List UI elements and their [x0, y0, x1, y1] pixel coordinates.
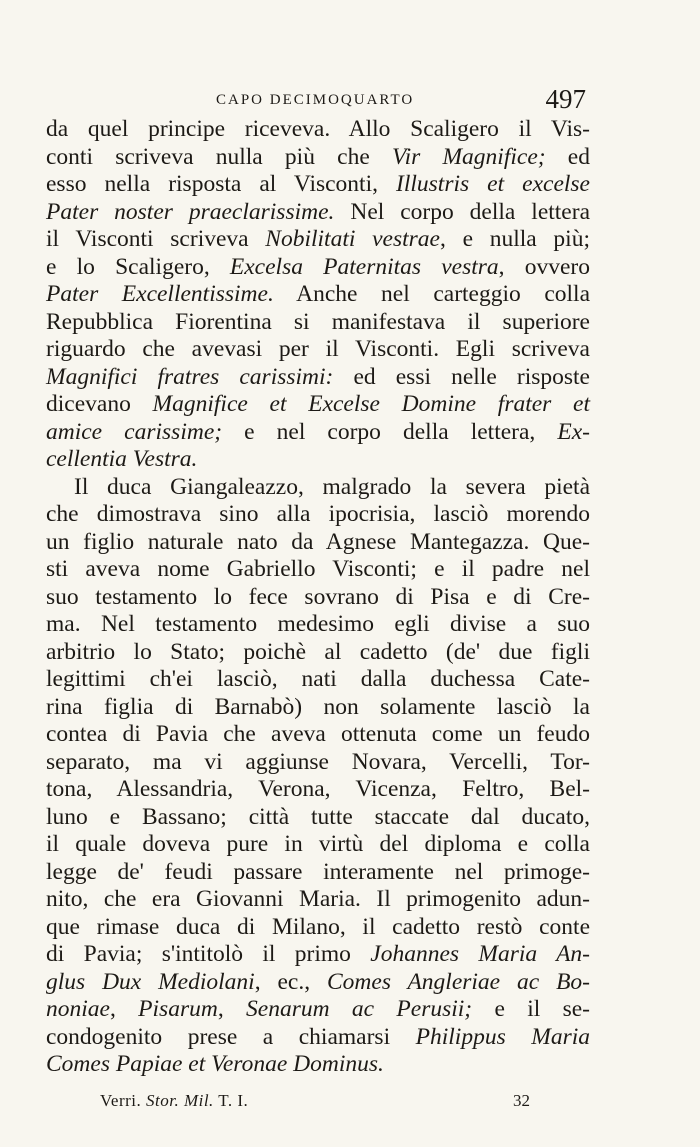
- text-line: [46, 914, 590, 942]
- text-line: [46, 199, 590, 227]
- text-line: [46, 391, 590, 419]
- text-segment: suo testamento lo fece sovrano di Pisa e di Cre-: [46, 583, 590, 610]
- text-segment: riguardo che avevasi per il Visconti. Egli scriveva: [46, 336, 590, 362]
- sheet-number: 32: [513, 1091, 530, 1110]
- text-line: [46, 804, 590, 832]
- text-line: [46, 171, 590, 199]
- text-line: [46, 694, 590, 722]
- page-header: [46, 84, 594, 118]
- text-line: [46, 226, 590, 254]
- text-segment: il Visconti scriveva: [46, 226, 266, 252]
- text-segment: rina figlia di Barnabò) non solamente lasciò la: [46, 693, 590, 720]
- text-segment: da quel principe riceveva. Allo Scaligero il Vis-: [46, 116, 590, 142]
- text-line: [46, 364, 590, 392]
- text-segment: , e nulla più;: [439, 226, 590, 252]
- text-line: [46, 336, 590, 364]
- page-number: 497: [545, 84, 586, 114]
- italic-text: Pater Excellentissime.: [46, 281, 274, 307]
- italic-text: Comes Angleriae ac Bo-: [327, 968, 591, 995]
- text-segment: legge de' feudi passare interamente nel primoge-: [46, 858, 590, 885]
- text-segment: separato, ma vi aggiunse Novara, Vercelli, Tor-: [46, 748, 590, 775]
- text-line: [46, 529, 590, 557]
- text-line: [46, 721, 590, 749]
- italic-text: Senarum ac Perusii;: [246, 996, 473, 1022]
- italic-text: Nobilitati vestrae: [265, 226, 440, 252]
- text-segment: ,: [109, 996, 139, 1022]
- text-segment: Anche nel carteggio colla: [273, 281, 591, 307]
- text-segment: Nel corpo della lettera: [334, 198, 590, 225]
- italic-text: Pisarum: [138, 996, 218, 1022]
- text-line: [46, 1024, 590, 1052]
- italic-text: Philippus Maria: [415, 1023, 591, 1050]
- text-segment: Repubblica Fiorentina si manifestava il superiore: [46, 308, 590, 335]
- italic-text: glus Dux Mediolani: [46, 968, 255, 995]
- text-segment: , ovvero: [498, 253, 590, 280]
- italic-text: Johannes Maria An-: [370, 941, 591, 967]
- text-line: [46, 474, 590, 502]
- italic-text: Comes Papiae et Veronae Dominus.: [46, 1051, 384, 1077]
- text-segment: ma. Nel testamento medesimo egli divise a suo: [46, 611, 590, 637]
- text-segment: e nel corpo della lettera,: [222, 418, 558, 445]
- italic-text: amice carissime;: [46, 418, 223, 445]
- text-line: [46, 886, 590, 914]
- italic-text: cellentia Vestra.: [46, 446, 198, 472]
- italic-text: Ex-: [557, 418, 590, 445]
- text-segment: Il duca Giangaleazzo, malgrado la severa pietà: [74, 473, 590, 500]
- text-segment: arbitrio lo Stato; poichè al cadetto (de' due figli: [46, 638, 590, 665]
- italic-text: Illustris et excelse: [396, 171, 590, 197]
- body-text: [46, 116, 590, 1079]
- text-line: [46, 941, 590, 969]
- text-line: [46, 776, 590, 804]
- italic-text: Vir Magnifice;: [391, 143, 546, 170]
- text-segment: tona, Alessandria, Verona, Vicenza, Feltro, Bel-: [46, 776, 590, 802]
- text-line: [46, 996, 590, 1024]
- text-segment: e il se-: [472, 996, 590, 1022]
- text-segment: que rimase duca di Milano, il cadetto restò conte: [46, 913, 590, 940]
- text-segment: conti scriveva nulla più che: [46, 143, 392, 170]
- italic-text: Pater noster praeclarissime.: [46, 198, 335, 225]
- text-line: [46, 859, 590, 887]
- text-segment: e lo Scaligero,: [46, 253, 230, 280]
- italic-text: Magnifice et Excelse Domine frater et: [152, 391, 591, 417]
- text-line: [46, 611, 590, 639]
- text-segment: nito, che era Giovanni Maria. Il primogenito adun-: [46, 886, 590, 912]
- text-segment: ,: [217, 996, 247, 1022]
- text-segment: che dimostrava sino alla ipocrisia, lasciò morendo: [46, 501, 590, 527]
- text-segment: condogenito prese a chiamarsi: [46, 1023, 416, 1050]
- text-line: [46, 556, 590, 584]
- page-footer: [100, 1091, 530, 1115]
- text-segment: ed: [545, 143, 590, 170]
- text-line: [46, 446, 590, 474]
- text-line: [46, 144, 590, 172]
- text-segment: , ec.,: [254, 968, 327, 995]
- printer-signature: [100, 1091, 248, 1111]
- text-segment: un figlio naturale nato da Agnese Mantegazza. Que-: [46, 528, 590, 555]
- text-line: [46, 584, 590, 612]
- text-segment: il quale doveva pure in virtù del diploma e colla: [46, 831, 590, 857]
- running-title: CAPO DECIMOQUARTO: [216, 92, 415, 108]
- signature-volume: T. I.: [218, 1091, 249, 1110]
- signature-author: Verri.: [100, 1091, 142, 1110]
- text-segment: legittimi ch'ei lasciò, nati dalla duchessa Cate-: [46, 666, 590, 692]
- italic-text: Magnifici fratres carissimi:: [46, 363, 334, 390]
- text-line: [46, 309, 590, 337]
- text-segment: di Pavia; s'intitolò il primo: [46, 941, 371, 967]
- italic-text: Excelsa Paternitas vestra: [229, 253, 499, 280]
- text-line: [46, 116, 590, 144]
- text-segment: ed essi nelle risposte: [333, 363, 590, 390]
- signature-title: Stor. Mil.: [145, 1091, 214, 1110]
- text-segment: esso nella risposta al Visconti,: [46, 171, 397, 197]
- text-line: [46, 831, 590, 859]
- text-segment: dicevano: [46, 391, 153, 417]
- text-line: [46, 419, 590, 447]
- text-line: [46, 254, 590, 282]
- text-line: [46, 666, 590, 694]
- text-segment: sti aveva nome Gabriello Visconti; e il padre nel: [46, 556, 590, 582]
- text-line: [46, 969, 590, 997]
- text-line: [46, 639, 590, 667]
- text-segment: luno e Bassano; città tutte staccate dal ducato,: [46, 803, 590, 830]
- italic-text: noniae: [46, 996, 110, 1022]
- text-line: [46, 1051, 590, 1079]
- text-line: [46, 281, 590, 309]
- text-line: [46, 501, 590, 529]
- text-segment: contea di Pavia che aveva ottenuta come un feudo: [46, 721, 590, 747]
- text-line: [46, 749, 590, 777]
